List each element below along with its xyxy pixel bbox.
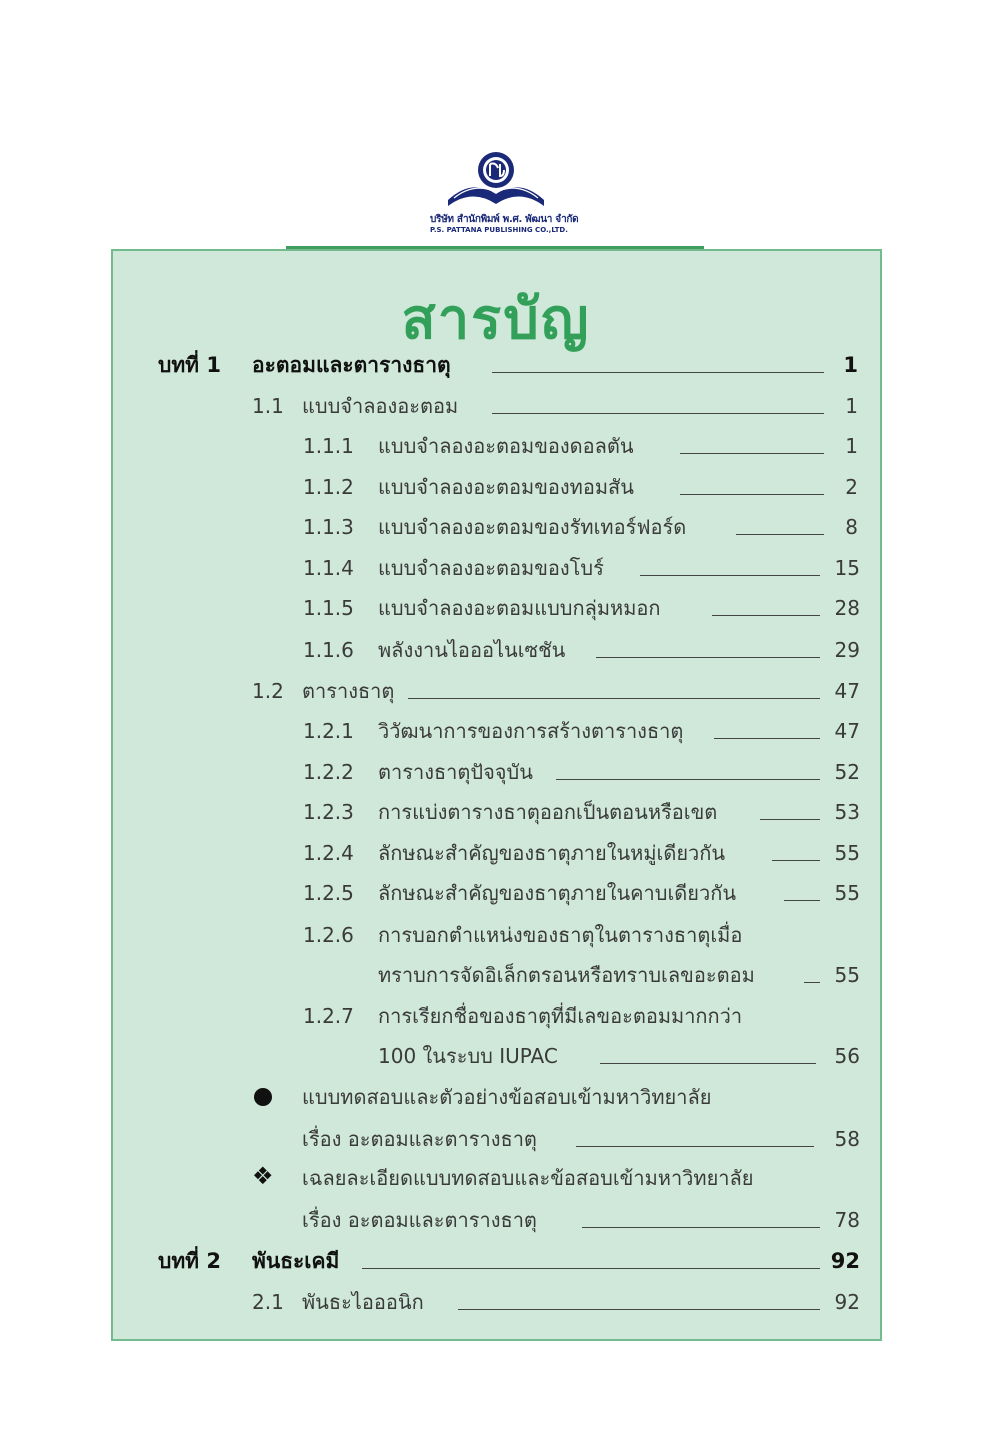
section-number: 2.1 — [252, 1290, 284, 1314]
page-number: 53 — [834, 800, 860, 824]
toc-subsection-row[interactable] — [0, 838, 992, 868]
subsection-title-continued: 100 ในระบบ IUPAC — [378, 1044, 558, 1068]
page-title: สารบัญ — [401, 287, 591, 352]
dot-leader — [576, 1146, 814, 1147]
subsection-title: แบบจำลองอะตอมของโบร์ — [378, 556, 604, 580]
toc-subsection-row[interactable] — [0, 757, 992, 787]
subsection-title: วิวัฒนาการของการสร้างตารางธาตุ — [378, 719, 684, 743]
page-number: 47 — [834, 719, 860, 743]
publisher-name-thai: บริษัท สำนักพิมพ์ พ.ศ. พัฒนา จำกัด — [430, 214, 579, 225]
toc-subsection-continuation[interactable] — [0, 960, 992, 990]
toc-subsection-row[interactable] — [0, 1001, 992, 1031]
subsection-title-continued: ทราบการจัดอิเล็กตรอนหรือทราบเลขอะตอม — [378, 963, 755, 987]
page-number: 15 — [834, 556, 860, 580]
subsection-title: แบบจำลองอะตอมของดอลตัน — [378, 434, 634, 458]
toc-subsection-row[interactable] — [0, 920, 992, 950]
answer-key-title-continued: เรื่อง อะตอมและตารางธาตุ — [302, 1208, 537, 1232]
page-number: 56 — [834, 1044, 860, 1068]
toc-subsection-continuation[interactable] — [0, 1041, 992, 1071]
page-number: 58 — [834, 1127, 860, 1151]
dot-leader — [582, 1227, 820, 1228]
subsection-title: ตารางธาตุปัจจุบัน — [378, 760, 533, 784]
toc-exercise-continuation[interactable] — [0, 1124, 992, 1154]
exercise-title-continued: เรื่อง อะตอมและตารางธาตุ — [302, 1127, 537, 1151]
dot-leader — [596, 657, 820, 658]
page-number: 28 — [834, 596, 860, 620]
chapter-number: บทที่ 2 — [158, 1249, 221, 1273]
toc-answer-row[interactable] — [0, 1163, 992, 1193]
page-number: 2 — [845, 475, 858, 499]
subsection-title: พลังงานไอออไนเซชัน — [378, 638, 566, 662]
toc-chapter-row[interactable] — [0, 1246, 992, 1276]
chapter-title: อะตอมและตารางธาตุ — [252, 353, 451, 377]
subsection-number: 1.2.4 — [303, 841, 354, 865]
section-number: 1.1 — [252, 394, 284, 418]
publisher-name-english: P.S. PATTANA PUBLISHING CO.,LTD. — [430, 226, 568, 234]
dot-leader — [600, 1063, 816, 1064]
subsection-title: ลักษณะสำคัญของธาตุภายในคาบเดียวกัน — [378, 881, 737, 905]
exercise-title: แบบทดสอบและตัวอย่างข้อสอบเข้ามหาวิทยาลัย — [302, 1085, 712, 1109]
dot-leader — [556, 779, 820, 780]
subsection-title: การแบ่งตารางธาตุออกเป็นตอนหรือเขต — [378, 800, 718, 824]
toc-subsection-row[interactable] — [0, 512, 992, 542]
chapter-title: พันธะเคมี — [252, 1249, 340, 1273]
subsection-title: การเรียกชื่อของธาตุที่มีเลขอะตอมมากกว่า — [378, 1004, 743, 1028]
subsection-number: 1.1.6 — [303, 638, 354, 662]
page-number: 47 — [834, 679, 860, 703]
page-number: 1 — [845, 394, 858, 418]
dot-leader — [492, 372, 824, 373]
page-number: 1 — [845, 434, 858, 458]
subsection-number: 1.1.4 — [303, 556, 354, 580]
four-diamond-icon: ❖ — [252, 1162, 274, 1190]
subsection-number: 1.1.5 — [303, 596, 354, 620]
subsection-title: แบบจำลองอะตอมของรัทเทอร์ฟอร์ด — [378, 515, 687, 539]
toc-subsection-row[interactable] — [0, 797, 992, 827]
dot-leader — [362, 1268, 820, 1269]
page-number: 55 — [834, 841, 860, 865]
subsection-number: 1.1.3 — [303, 515, 354, 539]
subsection-number: 1.2.6 — [303, 923, 354, 947]
subsection-number: 1.2.3 — [303, 800, 354, 824]
subsection-title: ลักษณะสำคัญของธาตุภายในหมู่เดียวกัน — [378, 841, 726, 865]
section-number: 1.2 — [252, 679, 284, 703]
page-number: 52 — [834, 760, 860, 784]
page-number: 55 — [834, 963, 860, 987]
publisher-logo — [430, 148, 579, 240]
chapter-number: บทที่ 1 — [158, 353, 221, 377]
subsection-title: แบบจำลองอะตอมของทอมสัน — [378, 475, 634, 499]
page-number: 92 — [830, 1249, 860, 1273]
toc-chapter-row[interactable] — [0, 350, 992, 380]
subsection-number: 1.2.7 — [303, 1004, 354, 1028]
toc-answer-continuation[interactable] — [0, 1205, 992, 1235]
page-number: 8 — [845, 515, 858, 539]
subsection-number: 1.2.2 — [303, 760, 354, 784]
subsection-number: 1.2.5 — [303, 881, 354, 905]
toc-section-row[interactable] — [0, 676, 992, 706]
dot-leader — [458, 1309, 820, 1310]
toc-section-row[interactable] — [0, 1287, 992, 1317]
open-book-emblem-icon — [444, 148, 548, 212]
toc-section-row[interactable] — [0, 391, 992, 421]
page-number: 55 — [834, 881, 860, 905]
toc-subsection-row[interactable] — [0, 431, 992, 461]
toc-exercise-row[interactable] — [0, 1082, 992, 1112]
dot-leader — [408, 698, 820, 699]
page-number: 92 — [834, 1290, 860, 1314]
dot-leader — [640, 575, 820, 576]
dot-leader — [492, 413, 824, 414]
toc-subsection-row[interactable] — [0, 635, 992, 665]
answer-key-title: เฉลยละเอียดแบบทดสอบและข้อสอบเข้ามหาวิทยาลัย — [302, 1166, 754, 1190]
toc-subsection-row[interactable] — [0, 553, 992, 583]
page-number: 1 — [843, 353, 858, 377]
section-title: แบบจำลองอะตอม — [302, 394, 459, 418]
subsection-title: การบอกตำแหน่งของธาตุในตารางธาตุเมื่อ — [378, 923, 743, 947]
subsection-title: แบบจำลองอะตอมแบบกลุ่มหมอก — [378, 596, 661, 620]
toc-subsection-row[interactable] — [0, 716, 992, 746]
subsection-number: 1.1.2 — [303, 475, 354, 499]
subsection-number: 1.2.1 — [303, 719, 354, 743]
section-title: พันธะไอออนิก — [302, 1290, 424, 1314]
page-number: 78 — [834, 1208, 860, 1232]
subsection-number: 1.1.1 — [303, 434, 354, 458]
toc-subsection-row[interactable] — [0, 878, 992, 908]
toc-subsection-row[interactable] — [0, 472, 992, 502]
toc-subsection-row[interactable] — [0, 593, 992, 623]
page-number: 29 — [834, 638, 860, 662]
section-title: ตารางธาตุ — [302, 679, 395, 703]
